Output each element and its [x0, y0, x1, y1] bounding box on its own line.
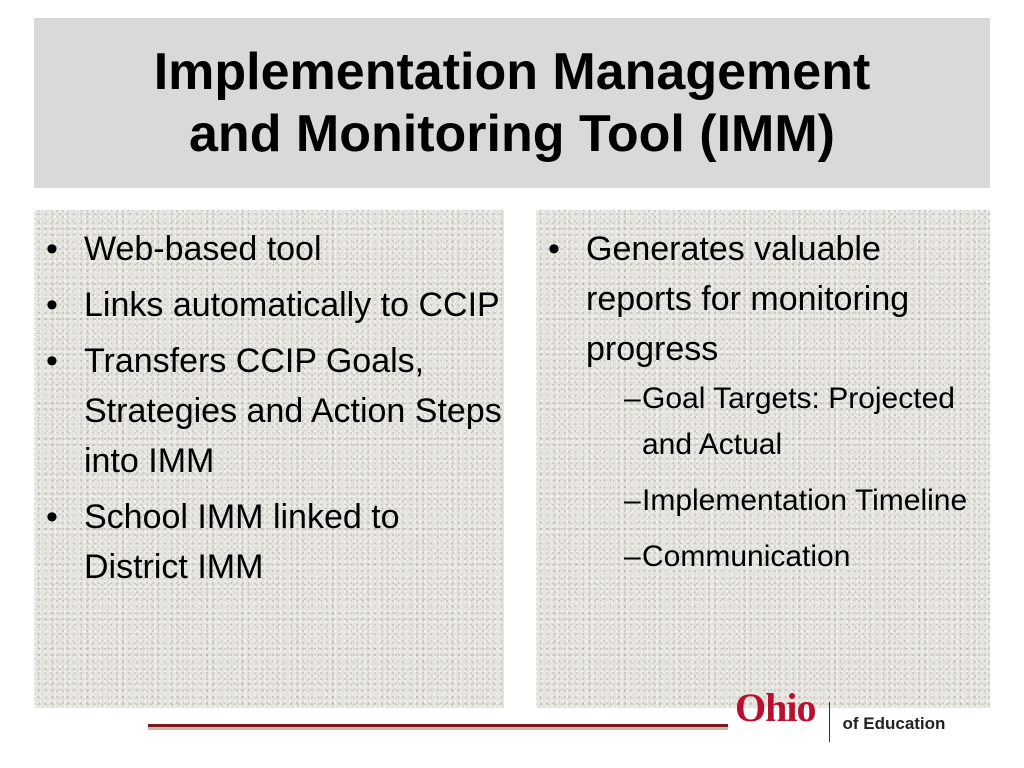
sub-bullet-text: Goal Targets: Projected and Actual	[642, 382, 955, 461]
bullet-item	[46, 336, 504, 486]
footer-rule	[148, 724, 728, 727]
bullet-item	[46, 492, 504, 592]
sub-bullet-item	[624, 376, 990, 468]
slide-title-line-1: Implementation Management	[153, 43, 871, 101]
dash-icon: –	[624, 540, 641, 573]
bullet-dot-icon: •	[46, 230, 58, 268]
sub-bullet-text: Implementation Timeline	[642, 484, 968, 517]
sub-bullet-item	[624, 478, 990, 524]
footer-rule-shadow	[148, 727, 728, 730]
sub-bullet-list	[586, 376, 990, 580]
bullet-item	[46, 224, 504, 274]
bullet-dot-icon: •	[46, 498, 58, 536]
bullet-dot-icon: •	[46, 342, 58, 380]
logo-text: of Education	[842, 714, 946, 733]
left-content-panel	[34, 210, 504, 708]
ohio-logo-mark: Ohio	[735, 685, 816, 730]
dash-icon: –	[624, 484, 641, 517]
logo-divider	[829, 702, 830, 742]
sub-bullet-text: Communication	[642, 540, 851, 573]
right-content-panel	[536, 210, 990, 708]
bullet-text: Transfers CCIP Goals, Strategies and Action Steps into IMM	[84, 342, 502, 480]
right-bullet-list	[536, 210, 990, 580]
bullet-dot-icon: •	[46, 286, 58, 324]
dash-icon: –	[624, 382, 641, 415]
bullet-item	[46, 280, 504, 330]
slide-title-line-2: and Monitoring Tool (IMM)	[189, 105, 835, 163]
ohio-education-logo	[735, 685, 946, 746]
bullet-item	[548, 224, 990, 580]
sub-bullet-item	[624, 534, 990, 580]
slide-title-band	[34, 18, 990, 188]
bullet-text: Generates valuable reports for monitoring progress	[586, 230, 910, 368]
bullet-text: Links automatically to CCIP	[84, 286, 500, 324]
bullet-dot-icon: •	[548, 230, 560, 268]
bullet-text: Web-based tool	[84, 230, 322, 268]
left-bullet-list	[34, 210, 504, 592]
bullet-text: School IMM linked to District IMM	[84, 498, 400, 586]
